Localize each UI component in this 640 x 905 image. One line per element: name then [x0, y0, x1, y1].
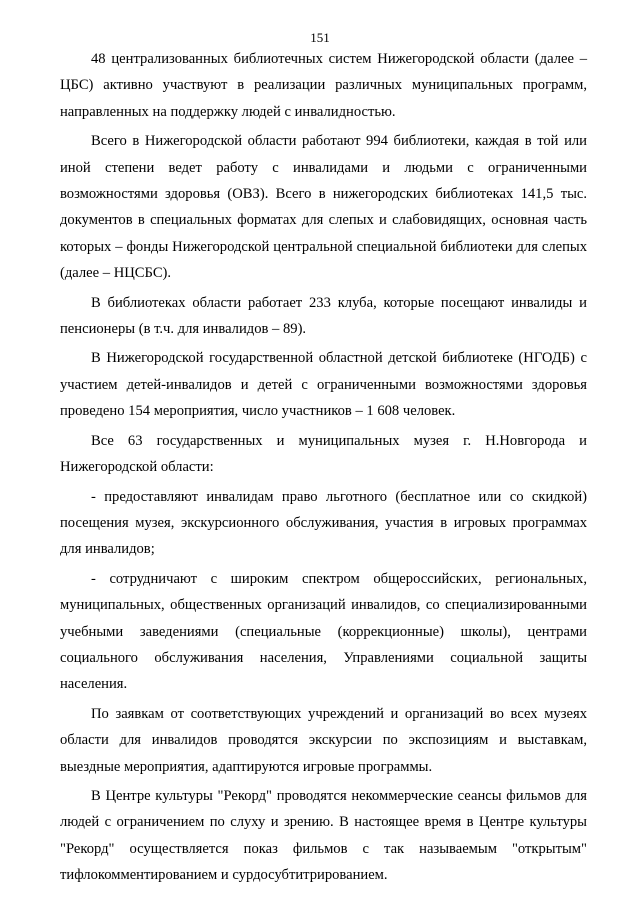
paragraph-museums-benefits: - предоставляют инвалидам право льготного (бесплатное или со скидкой) посещения музея, экскурсионного обслуживания, участия в игровых программах для инвалидов;	[60, 488, 587, 558]
page-number: 151	[310, 30, 330, 45]
paragraph-museums-cooperation: - сотрудничают с широким спектром общероссийских, региональных, муниципальных, общественных организаций инвалидов, со специализированными учебными заведениями (специальные (коррекционные) школы), центрами социального обслуживания населения, Управлениями социальной защиты населения.	[60, 570, 587, 693]
paragraph-excursions: По заявкам от соответствующих учреждений и организаций во всех музеях области для инвалидов проводятся экскурсии по экспозициям и выставкам, выездные мероприятия, адаптируются игровые программы.	[60, 705, 587, 775]
paragraph-museums-intro: Все 63 государственных и муниципальных музея г. Н.Новгорода и Нижегородской области:	[60, 432, 587, 476]
paragraph-ngodb: В Нижегородской государственной областной детской библиотеке (НГОДБ) с участием детей-инвалидов и детей с ограниченными возможностями здоровья проведено 154 мероприятия, число участников – 1 608 человек.	[60, 350, 587, 420]
paragraph-libraries-count: Всего в Нижегородской области работают 994 библиотеки, каждая в той или иной степени ведет работу с инвалидами и людьми с ограниченными возможностями здоровья (ОВЗ). Всего в нижегородских библиотеках 141,5 тыс. документов в специальных форматах для слепых и слабовидящих, основная часть которых – фонды Нижегородской центральной специальной библиотеки для слепых (далее – НЦСБС).	[60, 133, 587, 282]
paragraph-rekord-center: В Центре культуры "Рекорд" проводятся некоммерческие сеансы фильмов для людей с ограничением по слуху и зрению. В настоящее время в Центре культуры "Рекорд" осуществляется показ фильмов с так называемым "открытым" тифлокомментированием и сурдосубтитрированием.	[60, 787, 587, 884]
body-text	[60, 46, 587, 892]
paragraph-clubs: В библиотеках области работает 233 клуба, которые посещают инвалиды и пенсионеры (в т.ч. для инвалидов – 89).	[60, 294, 587, 338]
paragraph-cbs: 48 централизованных библиотечных систем Нижегородской области (далее – ЦБС) активно участвуют в реализации различных муниципальных программ, направленных на поддержку людей с инвалидностью.	[60, 51, 587, 120]
